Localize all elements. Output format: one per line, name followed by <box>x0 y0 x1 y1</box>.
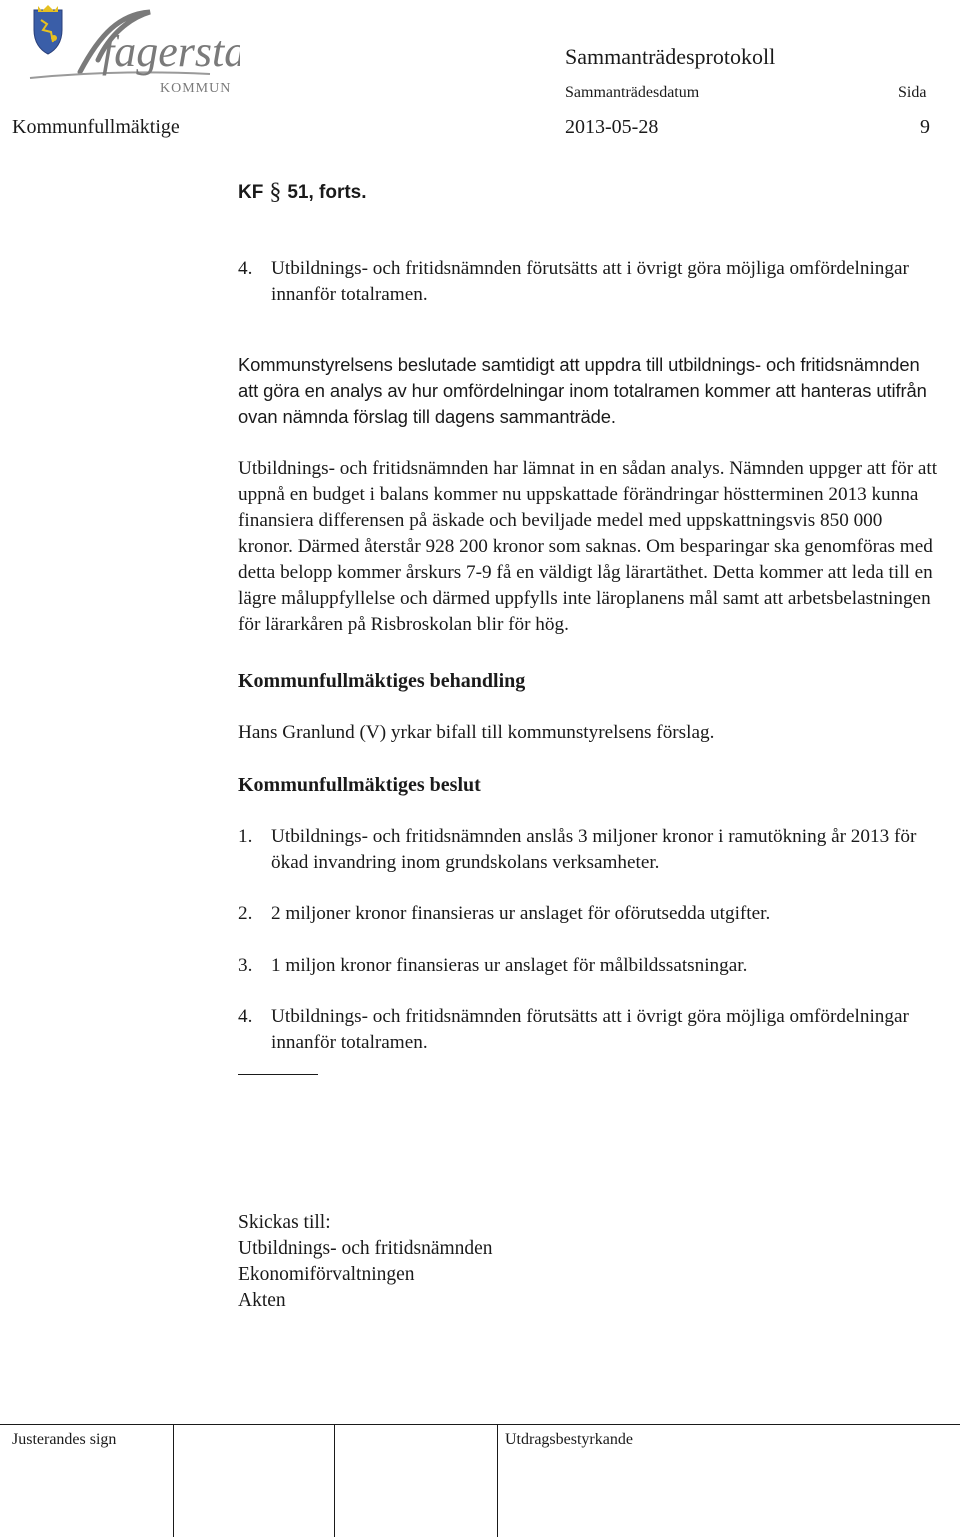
kf-prefix: KF <box>238 182 264 203</box>
fagersta-kommun-logo <box>10 4 240 96</box>
logo-wordmark: fagersta <box>102 27 240 76</box>
beslut-heading: Kommunfullmäktiges beslut <box>238 774 481 796</box>
decision-item-text: Utbildnings- och fritidsnämnden förutsätts att i övrigt göra möjliga omfördelningar innanför totalramen. <box>271 1006 909 1053</box>
decision-item-text: Utbildnings- och fritidsnämnden anslås 3 miljoner kronor i ramutökning år 2013 för ökad invandring inom grundskolans verksamheter. <box>271 826 917 873</box>
decision-item-number: 2. <box>238 903 253 924</box>
signature-cell-divider <box>173 1425 174 1537</box>
meeting-date: 2013-05-28 <box>565 116 659 138</box>
coat-of-arms-icon <box>34 5 62 54</box>
decision-item-number: 3. <box>238 955 253 976</box>
distribution-recipient: Utbildnings- och fritidsnämnden <box>238 1238 493 1259</box>
behandling-heading: Kommunfullmäktiges behandling <box>238 670 526 692</box>
page-number: 9 <box>920 116 930 138</box>
distribution-block <box>238 1210 938 1314</box>
utdragsbestyrkande-label: Utdragsbestyrkande <box>505 1431 633 1448</box>
signature-cell-divider <box>497 1425 498 1537</box>
decision-item-number: 1. <box>238 826 253 847</box>
assembly-name: Kommunfullmäktige <box>12 116 180 138</box>
signature-cell-divider <box>334 1425 335 1537</box>
decision-item-text: 2 miljoner kronor finansieras ur anslaget för oförutsedda utgifter. <box>271 903 771 924</box>
meeting-date-label: Sammanträdesdatum <box>565 84 700 101</box>
decision-item-number: 4. <box>238 1006 253 1027</box>
distribution-label: Skickas till: <box>238 1212 331 1233</box>
logo-graphic <box>10 4 240 96</box>
decision-item <box>238 824 938 876</box>
distribution-recipient: Akten <box>238 1290 286 1311</box>
intro-item <box>238 256 938 308</box>
section-end-rule <box>238 1074 318 1075</box>
decision-item <box>238 1004 938 1056</box>
behandling-text: Hans Granlund (V) yrkar bifall till kommunstyrelsens förslag. <box>238 722 715 743</box>
kf-ref: 51, forts. <box>287 182 367 203</box>
paragraph-symbol: § <box>269 179 282 205</box>
section-reference <box>238 178 367 205</box>
decision-item-text: 1 miljon kronor finansieras ur anslaget för målbildssatsningar. <box>271 955 748 976</box>
intro-item-text: Utbildnings- och fritidsnämnden förutsätts att i övrigt göra möjliga omfördelningar innanför totalramen. <box>271 258 909 305</box>
decision-item <box>238 901 938 927</box>
paragraph-analysis: Utbildnings- och fritidsnämnden har lämnat in en sådan analys. Nämnden uppger att för att uppnå en budget i balans kommer nu uppskattade förändringar höstterminen 2013 kunna finansiera differensen på äskade och beviljade medel med uppskattningsvis 850 000 kronor. Därmed återstår 928 200 kronor som saknas. Om besparingar ska genomföras med detta belopp kommer årskurs 7-9 få en väldigt låg lärartäthet. Detta kommer att leda till en lägre måluppfyllelse och därmed uppfylls inte läroplanens mål samt att arbetsbelastningen för lärarkåren på Risbroskolan blir för hög. <box>238 458 938 636</box>
decision-item <box>238 953 938 979</box>
footer-signature-table <box>0 1424 960 1537</box>
intro-item-number: 4. <box>238 258 253 279</box>
paragraph-ks-decision: Kommunstyrelsens beslutade samtidigt att uppdra till utbildnings- och fritidsnämnden att göra en analys av hur omfördelningar inom totalramen kommer att hanteras utifrån ovan nämnda förslag till dagens sammanträde. <box>238 354 927 428</box>
page-label: Sida <box>898 84 927 101</box>
logo-subtitle: KOMMUN <box>160 81 232 96</box>
document-title: Sammanträdesprotokoll <box>565 44 776 69</box>
distribution-recipient: Ekonomiförvaltningen <box>238 1264 415 1285</box>
justerandes-sign-label: Justerandes sign <box>12 1431 117 1448</box>
